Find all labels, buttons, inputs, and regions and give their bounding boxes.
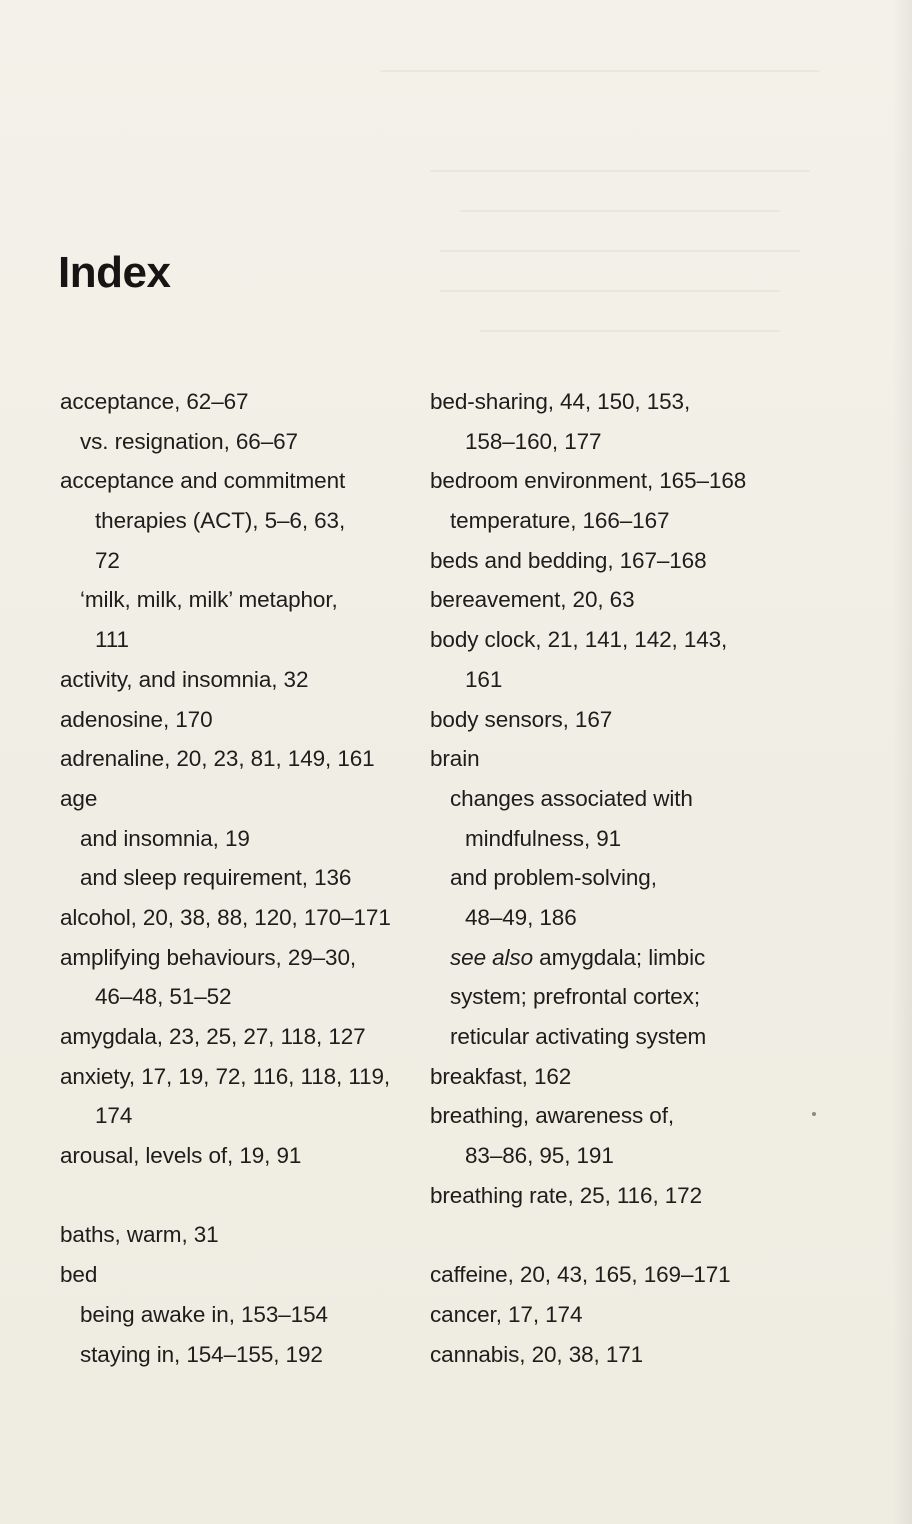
index-entry: bedroom environment, 165–168 (430, 468, 747, 494)
index-entry: breakfast, 162 (430, 1063, 572, 1089)
index-subentry: being awake in, 153–154 (80, 1301, 328, 1327)
index-entry: baths, warm, 31 (60, 1222, 219, 1248)
index-subentry: 111 (95, 627, 129, 653)
index-subentry: 158–160, 177 (465, 428, 602, 454)
index-subentry: 72 (95, 547, 120, 573)
page-title: Index (58, 248, 171, 297)
index-subentry: therapies (ACT), 5–6, 63, (95, 508, 346, 534)
index-subentry: temperature, 166–167 (450, 508, 670, 534)
index-entry: arousal, levels of, 19, 91 (60, 1143, 302, 1169)
index-subentry: 161 (465, 666, 503, 692)
index-subentry: changes associated with (450, 785, 693, 811)
index-letter-gap (60, 1176, 410, 1216)
index-entry: brain (430, 746, 480, 772)
index-entry: breathing rate, 25, 116, 172 (430, 1182, 702, 1208)
index-entry: body sensors, 167 (430, 706, 613, 732)
index-subentry (430, 938, 780, 978)
cross-reference-label: see also (450, 944, 534, 970)
index-entry: adrenaline, 20, 23, 81, 149, 161 (60, 746, 375, 772)
index-entry: breathing, awareness of, (430, 1103, 675, 1129)
index-entry: caffeine, 20, 43, 165, 169–171 (430, 1262, 731, 1288)
index-subentry: reticular activating system (450, 1024, 707, 1049)
index-column-left (60, 382, 410, 1374)
index-subentry: staying in, 154–155, 192 (80, 1341, 323, 1367)
index-entry: amplifying behaviours, 29–30, (60, 944, 357, 970)
index-entry: cancer, 17, 174 (430, 1301, 583, 1327)
index-entry: amygdala, 23, 25, 27, 118, 127 (60, 1024, 366, 1049)
index-subentry: system; prefrontal cortex; (450, 984, 700, 1010)
index-letter-gap (430, 1215, 780, 1255)
index-entry: bereavement, 20, 63 (430, 587, 635, 613)
index-subentry: and sleep requirement, 136 (80, 865, 352, 891)
index-subentry: mindfulness, 91 (465, 825, 622, 851)
cross-reference-targets: amygdala; limbic (533, 944, 706, 970)
index-entry: acceptance, 62–67 (60, 389, 249, 414)
index-subentry: and insomnia, 19 (80, 825, 250, 851)
page-edge-shadow (892, 0, 912, 1524)
index-entry: age (60, 785, 98, 811)
index-subentry: 83–86, 95, 191 (465, 1143, 614, 1169)
index-entry: body clock, 21, 141, 142, 143, (430, 627, 728, 653)
index-entry: activity, and insomnia, 32 (60, 666, 309, 692)
index-entry: cannabis, 20, 38, 171 (430, 1341, 644, 1367)
index-entry: beds and bedding, 167–168 (430, 547, 707, 573)
index-entry: bed (60, 1262, 98, 1288)
index-subentry: ‘milk, milk, milk’ metaphor, (80, 587, 338, 613)
index-entry: alcohol, 20, 38, 88, 120, 170–171 (60, 904, 391, 930)
index-column-right (430, 382, 780, 1374)
paper-speck (812, 1112, 816, 1116)
index-entry: acceptance and commitment (60, 468, 346, 494)
index-subentry: and problem-solving, (450, 865, 657, 891)
index-subentry: 46–48, 51–52 (95, 984, 232, 1010)
index-subentry: 174 (95, 1103, 133, 1129)
index-entry: anxiety, 17, 19, 72, 116, 118, 119, (60, 1063, 391, 1089)
index-subentry: 48–49, 186 (465, 904, 577, 930)
index-entry: bed-sharing, 44, 150, 153, (430, 389, 691, 414)
index-entry: adenosine, 170 (60, 706, 213, 732)
index-subentry: vs. resignation, 66–67 (80, 428, 298, 454)
